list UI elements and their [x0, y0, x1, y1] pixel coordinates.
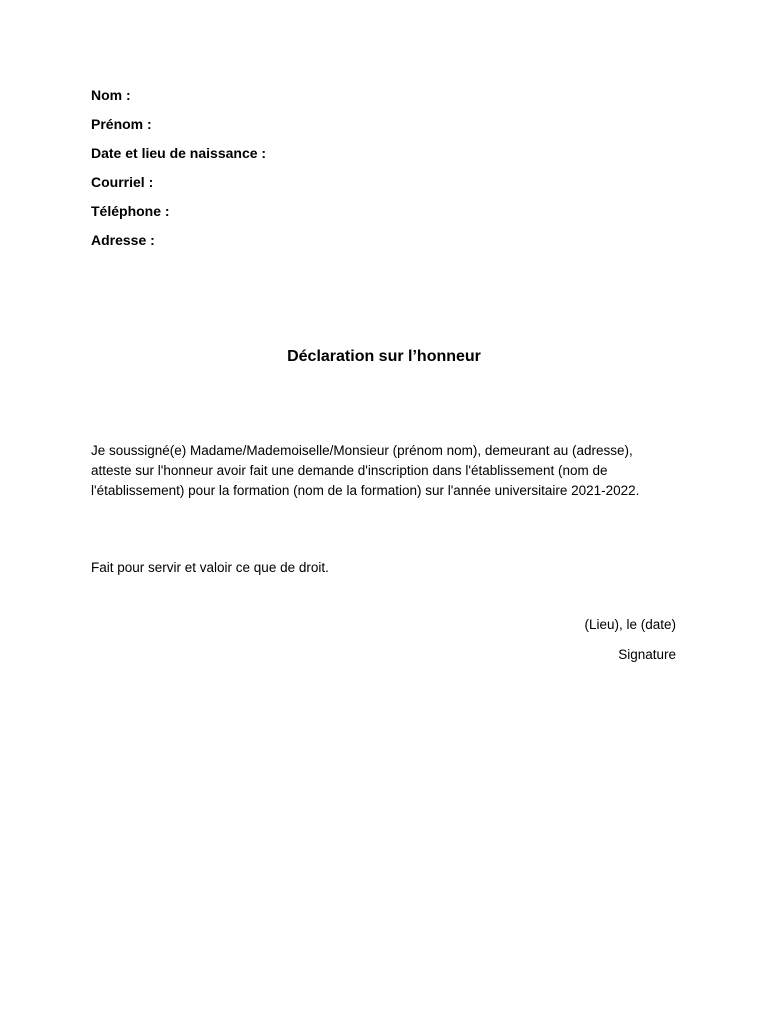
field-naissance-label: Date et lieu de naissance :: [91, 145, 267, 161]
document-title: Déclaration sur l’honneur: [287, 348, 481, 365]
field-prenom-label: Prénom :: [91, 116, 152, 132]
field-courriel-label: Courriel :: [91, 174, 154, 190]
field-telephone-label: Téléphone :: [91, 203, 170, 219]
closing-paragraph: Fait pour servir et valoir ce que de droit.: [91, 560, 329, 575]
field-adresse-label: Adresse :: [91, 232, 155, 248]
declaration-paragraph: Je soussigné(e) Madame/Mademoiselle/Monsieur (prénom nom), demeurant au (adresse), atteste sur l'honneur avoir fait une demande d'inscription dans l'établissement (nom de l'établissement) pour la formation (nom de la formation) sur l'année universitaire 2021-2022.: [91, 443, 640, 498]
place-date-line: (Lieu), le (date): [584, 617, 676, 632]
signature-label: Signature: [618, 647, 676, 662]
field-nom-label: Nom :: [91, 87, 131, 103]
